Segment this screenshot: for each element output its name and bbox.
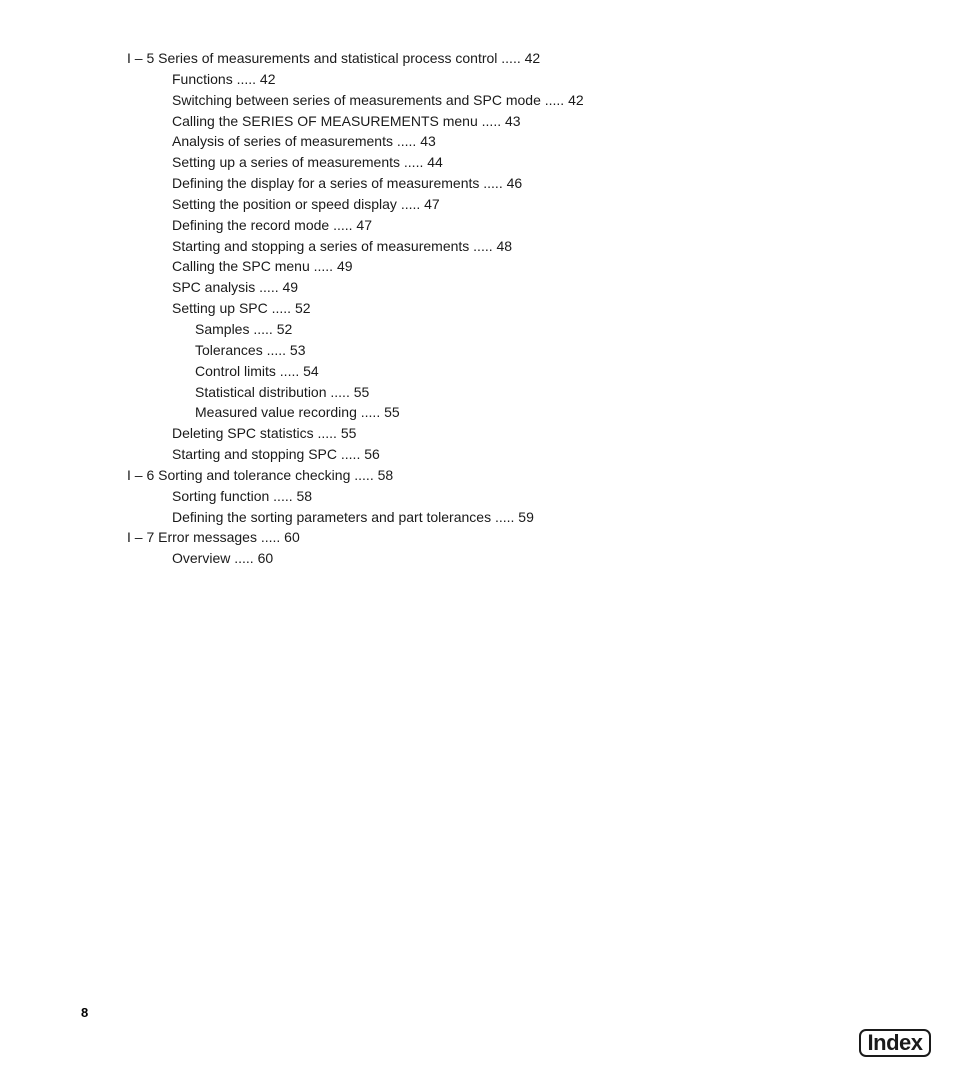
toc-section-i7[interactable]: I – 7 Error messages ..... 60	[127, 529, 300, 546]
toc-item-position-speed-display[interactable]: Setting the position or speed display ..... 47	[172, 195, 440, 212]
toc-item-spc-analysis[interactable]: SPC analysis ..... 49	[172, 279, 299, 296]
toc-item-switching-modes[interactable]: Switching between series of measurements and SPC mode ..... 42	[172, 91, 584, 108]
table-of-contents	[0, 48, 954, 569]
toc-item-calling-series-menu[interactable]: Calling the SERIES OF MEASUREMENTS menu ..... 43	[172, 112, 521, 129]
toc-item-calling-spc-menu[interactable]: Calling the SPC menu ..... 49	[172, 258, 353, 275]
toc-item-analysis-series[interactable]: Analysis of series of measurements ..... 43	[172, 133, 436, 150]
index-button[interactable]: Index	[859, 1029, 931, 1057]
toc-item-setting-up-spc[interactable]: Setting up SPC ..... 52	[172, 300, 311, 317]
toc-item-deleting-spc-statistics[interactable]: Deleting SPC statistics ..... 55	[172, 425, 357, 442]
toc-item-start-stop-spc[interactable]: Starting and stopping SPC ..... 56	[172, 446, 380, 463]
toc-section-i5[interactable]: I – 5 Series of measurements and statistical process control ..... 42	[127, 50, 541, 66]
toc-subitem-samples[interactable]: Samples ..... 52	[195, 320, 293, 337]
toc-subitem-control-limits[interactable]: Control limits ..... 54	[195, 362, 319, 379]
toc-item-functions[interactable]: Functions ..... 42	[172, 70, 276, 87]
page-number: 8	[81, 1005, 89, 1020]
toc-item-start-stop-series[interactable]: Starting and stopping a series of measurements ..... 48	[172, 237, 513, 254]
toc-item-setting-up-series[interactable]: Setting up a series of measurements ..... 44	[172, 154, 443, 171]
toc-subitem-tolerances[interactable]: Tolerances ..... 53	[195, 341, 306, 358]
toc-section-i6[interactable]: I – 6 Sorting and tolerance checking ..... 58	[127, 466, 394, 483]
toc-item-record-mode[interactable]: Defining the record mode ..... 47	[172, 216, 372, 233]
toc-subitem-measured-value-recording[interactable]: Measured value recording ..... 55	[195, 404, 400, 421]
toc-subitem-statistical-distribution[interactable]: Statistical distribution ..... 55	[195, 383, 370, 400]
toc-item-overview[interactable]: Overview ..... 60	[172, 550, 274, 567]
toc-item-defining-display[interactable]: Defining the display for a series of measurements ..... 46	[172, 175, 523, 192]
toc-item-sorting-function[interactable]: Sorting function ..... 58	[172, 487, 313, 504]
toc-item-sorting-parameters[interactable]: Defining the sorting parameters and part tolerances ..... 59	[172, 508, 534, 525]
